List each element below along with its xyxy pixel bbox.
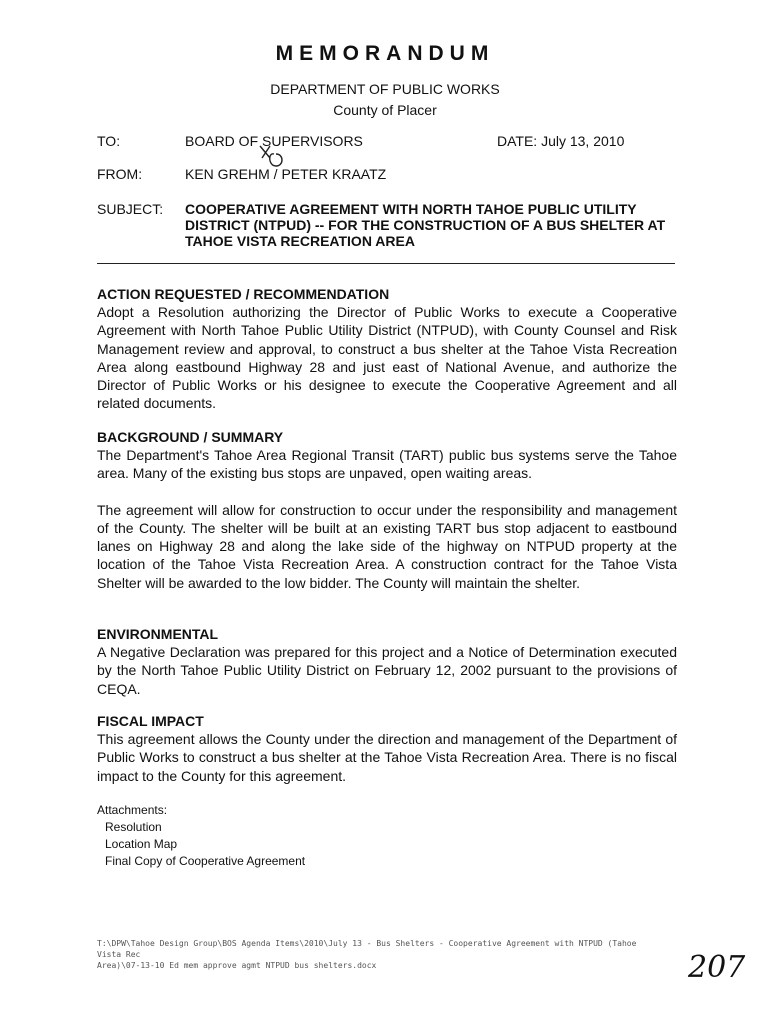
section-background: [97, 429, 677, 592]
county-name: County of Placer: [333, 102, 437, 118]
header-divider: [97, 263, 675, 264]
from-value: KEN GREHM / PETER KRAATZ: [185, 166, 387, 182]
subject-value: COOPERATIVE AGREEMENT WITH NORTH TAHOE PUBLIC UTILITY DISTRICT (NTPUD) -- FOR THE CONSTRUCTION OF A BUS SHELTER AT TAHOE VISTA RECREATION AREA: [185, 201, 666, 249]
action-heading: ACTION REQUESTED / RECOMMENDATION: [97, 286, 390, 302]
handwritten-page-number: 207: [688, 950, 746, 985]
footer-line-1: T:\DPW\Tahoe Design Group\BOS Agenda Items\2010\July 13 - Bus Shelters - Cooperative Agreement with NTPUD (Tahoe Vista Rec: [97, 939, 637, 959]
from-label: FROM:: [97, 166, 143, 182]
attachment-item: Resolution: [105, 820, 162, 834]
subject-label: SUBJECT:: [97, 201, 164, 217]
section-action: [97, 286, 677, 413]
attachment-item: Location Map: [105, 837, 178, 851]
to-label: TO:: [97, 133, 121, 149]
environmental-body: A Negative Declaration was prepared for this project and a Notice of Determination executed by the North Tahoe Public Utility District on February 12, 2002 pursuant to the provisions of CEQA.: [97, 644, 677, 697]
file-path-footer: [97, 938, 657, 971]
section-fiscal: [97, 713, 677, 785]
memo-date: DATE: July 13, 2010: [497, 133, 625, 149]
attachments: [97, 802, 305, 870]
to-value: BOARD OF SUPERVISORS: [185, 133, 363, 149]
background-body-2: The agreement will allow for construction to occur under the responsibility and management of the County. The shelter will be built at an existing TART bus stop adjacent to eastbound lanes on Highway 28 and along the lake side of the highway on NTPUD property at the location of the Tahoe Vista Recreation Area. A construction contract for the Tahoe Vista Shelter will be awarded to the low bidder. The County will maintain the shelter.: [97, 501, 677, 591]
environmental-heading: ENVIRONMENTAL: [97, 626, 219, 642]
background-body-1: The Department's Tahoe Area Regional Transit (TART) public bus systems serve the Tahoe area. Many of the existing bus stops are unpaved, open waiting areas.: [97, 447, 677, 482]
memo-title: MEMORANDUM: [275, 42, 495, 65]
attachment-item: Final Copy of Cooperative Agreement: [105, 854, 306, 868]
attachments-label: Attachments:: [97, 803, 168, 817]
fiscal-heading: FISCAL IMPACT: [97, 713, 204, 729]
fiscal-body: This agreement allows the County under the direction and management of the Department of Public Works to construct a bus shelter at the Tahoe Vista Recreation Area. There is no fiscal impact to the County for this agreement.: [97, 731, 677, 784]
footer-line-2: Area)\07-13-10 Ed mem approve agmt NTPUD bus shelters.docx: [97, 961, 377, 970]
background-heading: BACKGROUND / SUMMARY: [97, 429, 284, 445]
section-environmental: [97, 626, 677, 698]
department-name: DEPARTMENT OF PUBLIC WORKS: [270, 81, 500, 97]
action-body: Adopt a Resolution authorizing the Director of Public Works to execute a Cooperative Agreement with North Tahoe Public Utility District (NTPUD), with County Counsel and Risk Management review and approval, to construct a bus shelter at the Tahoe Vista Recreation Area along eastbound Highway 28 and just east of National Avenue, and authorize the Director of Public Works or his designee to execute the Cooperative Agreement and all related documents.: [97, 304, 677, 412]
